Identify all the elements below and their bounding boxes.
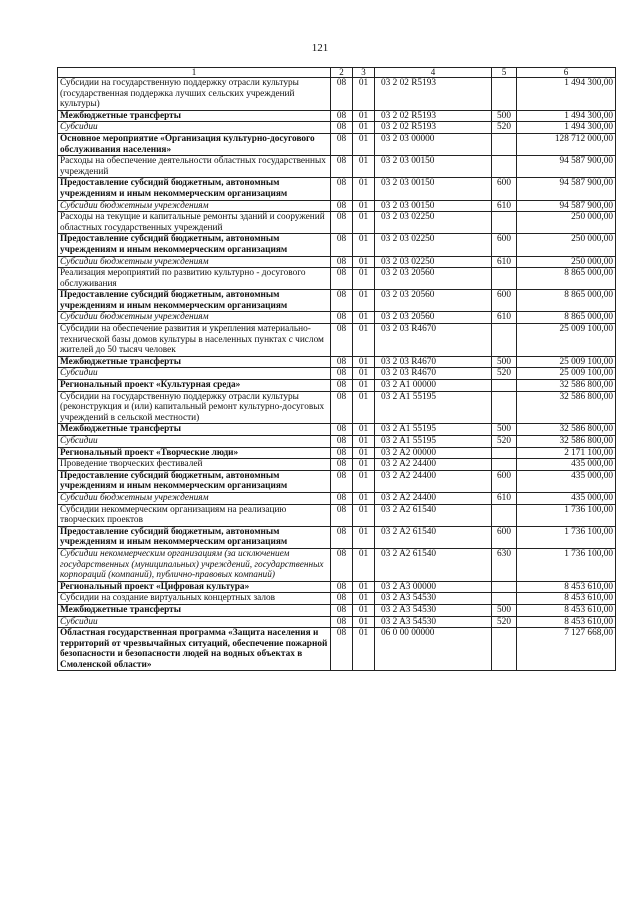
row-name-cell: Предоставление субсидий бюджетным, автономным учреждениям и иным некоммерческим организациям <box>58 290 331 312</box>
expense-type-cell: 520 <box>492 436 517 448</box>
section-code-cell: 08 <box>331 290 353 312</box>
subsection-code-cell: 01 <box>353 447 375 459</box>
amount-cell: 7 127 668,00 <box>517 628 616 671</box>
expense-type-cell: 600 <box>492 470 517 492</box>
table-row <box>58 256 616 268</box>
target-code-cell: 03 2 A3 54530 <box>375 604 492 616</box>
subsection-code-cell: 01 <box>353 212 375 234</box>
target-code-cell: 03 2 03 00150 <box>375 156 492 178</box>
expense-type-cell <box>492 391 517 424</box>
subsection-code-cell: 01 <box>353 156 375 178</box>
expense-type-cell <box>492 156 517 178</box>
target-code-cell: 03 2 A2 24400 <box>375 492 492 504</box>
expense-type-cell <box>492 459 517 471</box>
row-name-cell: Субсидии бюджетным учреждениям <box>58 200 331 212</box>
amount-cell: 128 712 000,00 <box>517 133 616 155</box>
subsection-code-cell: 01 <box>353 368 375 380</box>
section-code-cell: 08 <box>331 156 353 178</box>
row-name-cell: Проведение творческих фестивалей <box>58 459 331 471</box>
section-code-cell: 08 <box>331 368 353 380</box>
subsection-code-cell: 01 <box>353 324 375 357</box>
amount-cell: 25 009 100,00 <box>517 368 616 380</box>
expense-type-cell: 600 <box>492 178 517 200</box>
target-code-cell: 03 2 A2 61540 <box>375 504 492 526</box>
amount-cell: 8 865 000,00 <box>517 312 616 324</box>
amount-cell: 8 453 610,00 <box>517 604 616 616</box>
target-code-cell: 03 2 03 00000 <box>375 133 492 155</box>
subsection-code-cell: 01 <box>353 122 375 134</box>
subsection-code-cell: 01 <box>353 356 375 368</box>
expense-type-cell: 610 <box>492 492 517 504</box>
target-code-cell: 03 2 A2 24400 <box>375 459 492 471</box>
row-name-cell: Региональный проект «Творческие люди» <box>58 447 331 459</box>
row-name-cell: Реализация мероприятий по развитию культурно - досугового обслуживания <box>58 268 331 290</box>
amount-cell: 32 586 800,00 <box>517 436 616 448</box>
row-name-cell: Субсидии бюджетным учреждениям <box>58 256 331 268</box>
amount-cell: 435 000,00 <box>517 459 616 471</box>
expense-type-cell: 600 <box>492 234 517 256</box>
subsection-code-cell: 01 <box>353 436 375 448</box>
amount-cell: 1 736 100,00 <box>517 548 616 581</box>
subsection-code-cell: 01 <box>353 459 375 471</box>
expense-type-cell: 520 <box>492 616 517 628</box>
section-code-cell: 08 <box>331 492 353 504</box>
row-name-cell: Субсидии на государственную поддержку отрасли культуры (реконструкция и (или) капитальный ремонт культурно-досуговых учреждений в сельской местности) <box>58 391 331 424</box>
amount-cell: 94 587 900,00 <box>517 178 616 200</box>
target-code-cell: 03 2 02 R5193 <box>375 78 492 111</box>
expense-type-cell <box>492 268 517 290</box>
row-name-cell: Субсидии на создание виртуальных концертных залов <box>58 593 331 605</box>
section-code-cell: 08 <box>331 616 353 628</box>
expense-type-cell: 610 <box>492 312 517 324</box>
table-row <box>58 593 616 605</box>
target-code-cell: 03 2 03 20560 <box>375 312 492 324</box>
table-row <box>58 268 616 290</box>
subsection-code-cell: 01 <box>353 133 375 155</box>
target-code-cell: 03 2 03 02250 <box>375 234 492 256</box>
target-code-cell: 03 2 A2 61540 <box>375 548 492 581</box>
amount-cell: 32 586 800,00 <box>517 424 616 436</box>
expense-type-cell: 600 <box>492 526 517 548</box>
section-code-cell: 08 <box>331 312 353 324</box>
table-row <box>58 526 616 548</box>
section-code-cell: 08 <box>331 200 353 212</box>
section-code-cell: 08 <box>331 78 353 111</box>
row-name-cell: Региональный проект «Культурная среда» <box>58 380 331 392</box>
subsection-code-cell: 01 <box>353 380 375 392</box>
subsection-code-cell: 01 <box>353 200 375 212</box>
subsection-code-cell: 01 <box>353 616 375 628</box>
header-cell: 5 <box>492 68 517 78</box>
target-code-cell: 03 2 02 R5193 <box>375 122 492 134</box>
table-row <box>58 212 616 234</box>
table-row <box>58 424 616 436</box>
row-name-cell: Региональный проект «Цифровая культура» <box>58 581 331 593</box>
subsection-code-cell: 01 <box>353 593 375 605</box>
row-name-cell: Межбюджетные трансферты <box>58 424 331 436</box>
target-code-cell: 03 2 03 20560 <box>375 268 492 290</box>
section-code-cell: 08 <box>331 380 353 392</box>
subsection-code-cell: 01 <box>353 312 375 324</box>
section-code-cell: 08 <box>331 628 353 671</box>
header-cell: 6 <box>517 68 616 78</box>
target-code-cell: 03 2 A2 61540 <box>375 526 492 548</box>
expense-type-cell: 610 <box>492 200 517 212</box>
row-name-cell: Субсидии на государственную поддержку отрасли культуры (государственная поддержка лучших сельских учреждений культуры) <box>58 78 331 111</box>
row-name-cell: Межбюджетные трансферты <box>58 356 331 368</box>
table-row <box>58 324 616 357</box>
amount-cell: 8 865 000,00 <box>517 268 616 290</box>
target-code-cell: 03 2 03 00150 <box>375 200 492 212</box>
subsection-code-cell: 01 <box>353 290 375 312</box>
section-code-cell: 08 <box>331 234 353 256</box>
table-row <box>58 178 616 200</box>
target-code-cell: 06 0 00 00000 <box>375 628 492 671</box>
expense-type-cell: 630 <box>492 548 517 581</box>
row-name-cell: Субсидии <box>58 436 331 448</box>
expense-type-cell <box>492 504 517 526</box>
target-code-cell: 03 2 03 02250 <box>375 212 492 234</box>
row-name-cell: Субсидии <box>58 616 331 628</box>
row-name-cell: Основное мероприятие «Организация культурно-досугового обслуживания населения» <box>58 133 331 155</box>
section-code-cell: 08 <box>331 324 353 357</box>
target-code-cell: 03 2 A1 00000 <box>375 380 492 392</box>
header-cell: 3 <box>353 68 375 78</box>
table-row <box>58 492 616 504</box>
subsection-code-cell: 01 <box>353 178 375 200</box>
target-code-cell: 03 2 03 R4670 <box>375 368 492 380</box>
row-name-cell: Предоставление субсидий бюджетным, автономным учреждениям и иным некоммерческим организациям <box>58 234 331 256</box>
row-name-cell: Субсидии некоммерческим организациям на реализацию творческих проектов <box>58 504 331 526</box>
section-code-cell: 08 <box>331 424 353 436</box>
target-code-cell: 03 2 A1 55195 <box>375 436 492 448</box>
amount-cell: 94 587 900,00 <box>517 200 616 212</box>
section-code-cell: 08 <box>331 504 353 526</box>
amount-cell: 25 009 100,00 <box>517 324 616 357</box>
expense-type-cell <box>492 593 517 605</box>
table-row <box>58 447 616 459</box>
target-code-cell: 03 2 03 00150 <box>375 178 492 200</box>
target-code-cell: 03 2 02 R5193 <box>375 110 492 122</box>
subsection-code-cell: 01 <box>353 110 375 122</box>
section-code-cell: 08 <box>331 447 353 459</box>
subsection-code-cell: 01 <box>353 504 375 526</box>
target-code-cell: 03 2 A3 54530 <box>375 593 492 605</box>
amount-cell: 8 453 610,00 <box>517 593 616 605</box>
table-row <box>58 616 616 628</box>
table-row <box>58 604 616 616</box>
target-code-cell: 03 2 A3 54530 <box>375 616 492 628</box>
subsection-code-cell: 01 <box>353 492 375 504</box>
budget-table <box>57 67 616 671</box>
expense-type-cell <box>492 133 517 155</box>
table-row <box>58 504 616 526</box>
amount-cell: 1 736 100,00 <box>517 526 616 548</box>
target-code-cell: 03 2 A1 55195 <box>375 424 492 436</box>
row-name-cell: Субсидии <box>58 122 331 134</box>
row-name-cell: Предоставление субсидий бюджетным, автономным учреждениям и иным некоммерческим организациям <box>58 178 331 200</box>
amount-cell: 8 453 610,00 <box>517 616 616 628</box>
table-header-row <box>58 68 616 78</box>
expense-type-cell: 600 <box>492 290 517 312</box>
subsection-code-cell: 01 <box>353 78 375 111</box>
amount-cell: 8 865 000,00 <box>517 290 616 312</box>
table-row <box>58 459 616 471</box>
amount-cell: 250 000,00 <box>517 212 616 234</box>
subsection-code-cell: 01 <box>353 268 375 290</box>
table-row <box>58 110 616 122</box>
expense-type-cell: 500 <box>492 424 517 436</box>
section-code-cell: 08 <box>331 526 353 548</box>
section-code-cell: 08 <box>331 110 353 122</box>
subsection-code-cell: 01 <box>353 424 375 436</box>
subsection-code-cell: 01 <box>353 604 375 616</box>
target-code-cell: 03 2 03 R4670 <box>375 356 492 368</box>
row-name-cell: Расходы на обеспечение деятельности областных государственных учреждений <box>58 156 331 178</box>
section-code-cell: 08 <box>331 593 353 605</box>
section-code-cell: 08 <box>331 133 353 155</box>
amount-cell: 435 000,00 <box>517 470 616 492</box>
amount-cell: 435 000,00 <box>517 492 616 504</box>
table-row <box>58 628 616 671</box>
expense-type-cell <box>492 380 517 392</box>
table-row <box>58 548 616 581</box>
row-name-cell: Областная государственная программа «Защита населения и территорий от чрезвычайных ситуаций, обеспечение пожарной безопасности и безопасности людей на водных объектах в Смоленской области» <box>58 628 331 671</box>
target-code-cell: 03 2 A3 00000 <box>375 581 492 593</box>
header-cell: 4 <box>375 68 492 78</box>
amount-cell: 250 000,00 <box>517 256 616 268</box>
row-name-cell: Предоставление субсидий бюджетным, автономным учреждениям и иным некоммерческим организациям <box>58 470 331 492</box>
amount-cell: 250 000,00 <box>517 234 616 256</box>
subsection-code-cell: 01 <box>353 548 375 581</box>
section-code-cell: 08 <box>331 459 353 471</box>
amount-cell: 1 494 300,00 <box>517 122 616 134</box>
amount-cell: 1 494 300,00 <box>517 78 616 111</box>
subsection-code-cell: 01 <box>353 581 375 593</box>
header-cell: 2 <box>331 68 353 78</box>
expense-type-cell: 520 <box>492 122 517 134</box>
subsection-code-cell: 01 <box>353 470 375 492</box>
amount-cell: 32 586 800,00 <box>517 380 616 392</box>
expense-type-cell <box>492 324 517 357</box>
expense-type-cell: 500 <box>492 356 517 368</box>
expense-type-cell <box>492 628 517 671</box>
section-code-cell: 08 <box>331 548 353 581</box>
section-code-cell: 08 <box>331 178 353 200</box>
target-code-cell: 03 2 03 02250 <box>375 256 492 268</box>
subsection-code-cell: 01 <box>353 256 375 268</box>
amount-cell: 1 736 100,00 <box>517 504 616 526</box>
table-row <box>58 380 616 392</box>
section-code-cell: 08 <box>331 581 353 593</box>
table-row <box>58 436 616 448</box>
amount-cell: 1 494 300,00 <box>517 110 616 122</box>
table-row <box>58 156 616 178</box>
expense-type-cell <box>492 581 517 593</box>
page-number: 121 <box>311 42 329 54</box>
expense-type-cell: 520 <box>492 368 517 380</box>
section-code-cell: 08 <box>331 391 353 424</box>
expense-type-cell: 610 <box>492 256 517 268</box>
table-row <box>58 200 616 212</box>
table-body <box>58 68 616 671</box>
amount-cell: 25 009 100,00 <box>517 356 616 368</box>
table-row <box>58 470 616 492</box>
row-name-cell: Субсидии на обеспечение развития и укрепления материально-технической базы домов культуры в населенных пунктах с числом жителей до 50 тысяч человек <box>58 324 331 357</box>
subsection-code-cell: 01 <box>353 526 375 548</box>
row-name-cell: Субсидии бюджетным учреждениям <box>58 492 331 504</box>
expense-type-cell <box>492 447 517 459</box>
table-row <box>58 290 616 312</box>
section-code-cell: 08 <box>331 268 353 290</box>
section-code-cell: 08 <box>331 436 353 448</box>
row-name-cell: Субсидии бюджетным учреждениям <box>58 312 331 324</box>
target-code-cell: 03 2 A2 24400 <box>375 470 492 492</box>
row-name-cell: Предоставление субсидий бюджетным, автономным учреждениям и иным некоммерческим организациям <box>58 526 331 548</box>
amount-cell: 32 586 800,00 <box>517 391 616 424</box>
expense-type-cell: 500 <box>492 604 517 616</box>
row-name-cell: Межбюджетные трансферты <box>58 604 331 616</box>
target-code-cell: 03 2 03 R4670 <box>375 324 492 357</box>
row-name-cell: Субсидии <box>58 368 331 380</box>
table-row <box>58 368 616 380</box>
expense-type-cell: 500 <box>492 110 517 122</box>
table-row <box>58 234 616 256</box>
target-code-cell: 03 2 A1 55195 <box>375 391 492 424</box>
amount-cell: 94 587 900,00 <box>517 156 616 178</box>
subsection-code-cell: 01 <box>353 391 375 424</box>
table-row <box>58 356 616 368</box>
amount-cell: 2 171 100,00 <box>517 447 616 459</box>
section-code-cell: 08 <box>331 470 353 492</box>
target-code-cell: 03 2 03 20560 <box>375 290 492 312</box>
table-row <box>58 133 616 155</box>
section-code-cell: 08 <box>331 122 353 134</box>
subsection-code-cell: 01 <box>353 234 375 256</box>
target-code-cell: 03 2 A2 00000 <box>375 447 492 459</box>
section-code-cell: 08 <box>331 356 353 368</box>
row-name-cell: Субсидии некоммерческим организациям (за исключением государственных (муниципальных) учреждений, государственных корпораций (компаний), публично-правовых компаний) <box>58 548 331 581</box>
expense-type-cell <box>492 78 517 111</box>
row-name-cell: Межбюджетные трансферты <box>58 110 331 122</box>
table-row <box>58 581 616 593</box>
header-cell: 1 <box>58 68 331 78</box>
row-name-cell: Расходы на текущие и капитальные ремонты зданий и сооружений областных государственных учреждений <box>58 212 331 234</box>
section-code-cell: 08 <box>331 256 353 268</box>
table-row <box>58 122 616 134</box>
amount-cell: 8 453 610,00 <box>517 581 616 593</box>
subsection-code-cell: 01 <box>353 628 375 671</box>
table-row <box>58 78 616 111</box>
expense-type-cell <box>492 212 517 234</box>
table-row <box>58 391 616 424</box>
section-code-cell: 08 <box>331 212 353 234</box>
table-row <box>58 312 616 324</box>
section-code-cell: 08 <box>331 604 353 616</box>
